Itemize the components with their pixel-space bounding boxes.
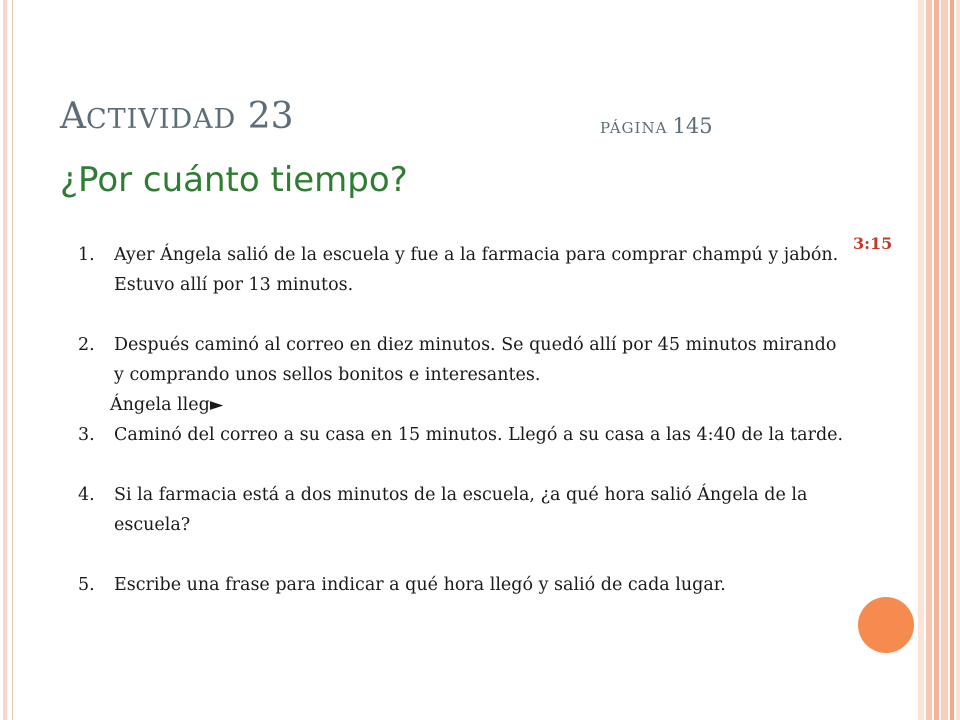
page-label: PÁGINA [600,119,668,137]
slide-subtitle: ¿Por cuánto tiempo? [60,160,408,200]
right-stripes-decoration [918,0,960,720]
item-text: Ayer Ángela salió de la escuela y fue a la farmacia para comprar champú y jabón. Estuvo allí por 13 minutos. [114,245,839,295]
item-number: 5. [78,575,95,595]
title-first-letter: A [60,96,86,137]
timer-label: 3:15 [853,234,893,253]
list-item [78,330,848,390]
item-number: 1. [78,245,95,265]
item-text: Si la farmacia está a dos minutos de la escuela, ¿a qué hora salió Ángela de la escuela? [114,485,808,535]
title-word: CTIVIDAD [86,104,237,135]
list-item [78,240,848,300]
orange-circle-decoration [858,597,914,653]
side-note: Ángela lleg► [110,395,224,415]
list-item [78,420,848,450]
item-text: Después caminó al correo en diez minutos. Se quedó allí por 45 minutos mirando y comprando unos sellos bonitos e interesantes. [114,335,837,385]
list-item [78,570,848,600]
list-item [78,480,848,540]
title-number: 23 [247,96,294,137]
item-number: 4. [78,485,95,505]
activity-list [78,240,848,600]
item-text: Caminó del correo a su casa en 15 minutos. Llegó a su casa a las 4:40 de la tarde. [114,425,844,445]
page-reference [600,114,713,138]
item-text: Escribe una frase para indicar a qué hora llegó y salió de cada lugar. [114,575,726,595]
page-number: 145 [672,114,713,138]
side-note-row [78,390,848,420]
item-number: 2. [78,335,95,355]
left-border-decoration [0,0,13,720]
slide-title [60,96,294,137]
item-number: 3. [78,425,95,445]
